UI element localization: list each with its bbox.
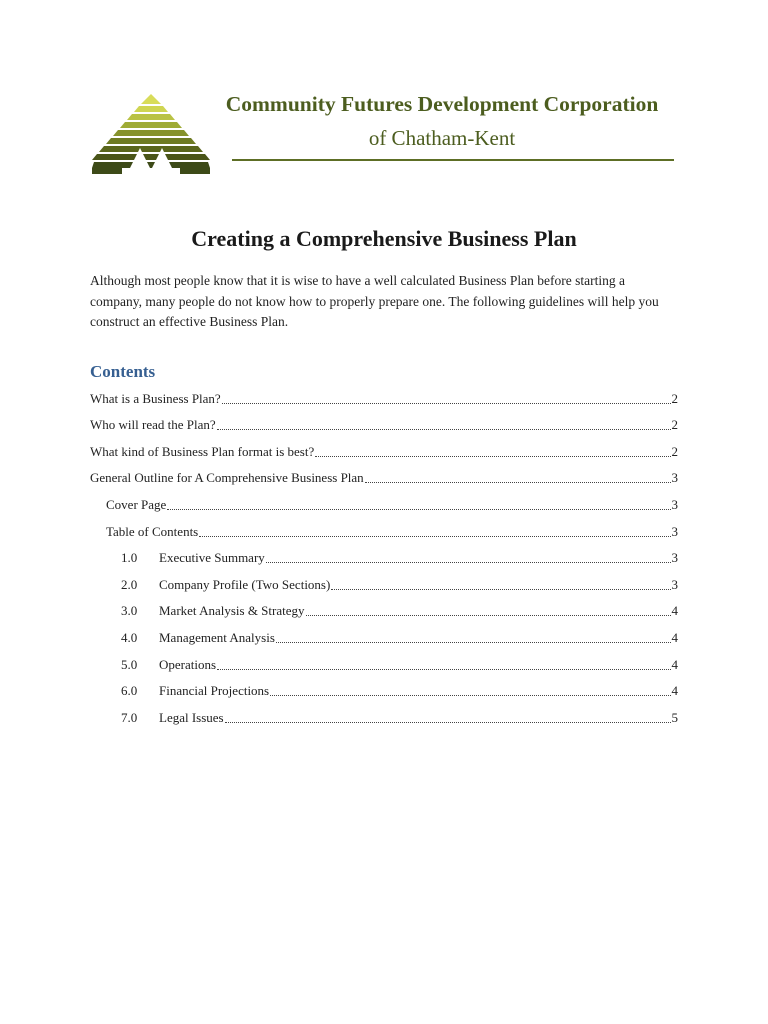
toc-entry-page-number: 4 [671, 629, 678, 645]
toc-entry-label: Company Profile (Two Sections) [159, 576, 331, 592]
toc-entry-number: 6.0 [121, 683, 138, 699]
toc-entry-label: General Outline for A Comprehensive Business Plan [90, 470, 364, 486]
toc-entry-page-number: 4 [671, 603, 678, 619]
toc-entry[interactable] [90, 599, 678, 626]
toc-entry-number: 1.0 [121, 550, 138, 566]
toc-entry-page-number: 3 [671, 550, 678, 566]
toc-dot-leader [365, 482, 671, 483]
toc-dot-leader [315, 456, 670, 457]
toc-entry-page-number: 3 [671, 496, 678, 512]
organization-name: Community Futures Development Corporation [225, 92, 659, 116]
toc-entry-label: Operations [159, 656, 217, 672]
document-title: Creating a Comprehensive Business Plan [191, 226, 577, 251]
toc-entry-number: 3.0 [121, 603, 138, 619]
toc-entry-page-number: 4 [671, 656, 678, 672]
toc-entry[interactable] [90, 492, 678, 519]
toc-entry[interactable] [90, 705, 678, 732]
toc-entry-label: Financial Projections [159, 683, 270, 699]
toc-dot-leader [306, 615, 671, 616]
toc-entry[interactable] [90, 466, 678, 493]
toc-entry[interactable] [90, 625, 678, 652]
table-of-contents [90, 386, 678, 732]
toc-entry-page-number: 3 [671, 576, 678, 592]
toc-entry[interactable] [90, 679, 678, 706]
toc-dot-leader [276, 642, 671, 643]
toc-entry-label: What kind of Business Plan format is best? [90, 443, 315, 459]
toc-entry-page-number: 2 [671, 443, 678, 459]
toc-entry-number: 2.0 [121, 576, 138, 592]
toc-entry-label: Market Analysis & Strategy [159, 603, 305, 619]
toc-entry[interactable] [90, 572, 678, 599]
toc-entry-label: Cover Page [106, 496, 167, 512]
toc-dot-leader [222, 403, 671, 404]
toc-entry-page-number: 2 [671, 390, 678, 406]
toc-entry-page-number: 3 [671, 470, 678, 486]
toc-entry-number: 4.0 [121, 629, 138, 645]
intro-paragraph [90, 271, 680, 333]
toc-entry-page-number: 2 [671, 417, 678, 433]
toc-heading: Contents [90, 362, 156, 381]
toc-dot-leader [167, 509, 670, 510]
toc-entry[interactable] [90, 386, 678, 413]
toc-entry-number: 5.0 [121, 656, 138, 672]
toc-dot-leader [199, 536, 670, 537]
toc-entry[interactable] [90, 546, 678, 573]
toc-entry-page-number: 4 [671, 683, 678, 699]
intro-text: Although most people know that it is wise to have a well calculated Business Plan before starting a company, many people do not know how to properly prepare one. The following guidelines will help you construct an effective Business Plan. [90, 273, 659, 329]
toc-entry-number: 7.0 [121, 709, 138, 725]
toc-entry[interactable] [90, 413, 678, 440]
toc-dot-leader [331, 589, 670, 590]
toc-entry[interactable] [90, 439, 678, 466]
toc-entry[interactable] [90, 652, 678, 679]
toc-entry-page-number: 5 [671, 709, 678, 725]
toc-entry-label: Management Analysis [159, 629, 275, 645]
toc-entry-label: Who will read the Plan? [90, 417, 216, 433]
toc-dot-leader [270, 695, 670, 696]
toc-entry-label: Executive Summary [159, 550, 265, 566]
organization-location: of Chatham-Kent [368, 126, 516, 150]
pyramid-logo-icon [92, 88, 210, 176]
header-rule [232, 159, 674, 161]
toc-entry-label: Table of Contents [106, 523, 199, 539]
toc-dot-leader [225, 722, 671, 723]
toc-entry-label: Legal Issues [159, 709, 224, 725]
toc-entry[interactable] [90, 519, 678, 546]
letterhead [92, 88, 682, 178]
toc-dot-leader [266, 562, 671, 563]
toc-dot-leader [217, 669, 670, 670]
toc-entry-page-number: 3 [671, 523, 678, 539]
toc-dot-leader [217, 429, 671, 430]
toc-entry-label: What is a Business Plan? [90, 390, 221, 406]
